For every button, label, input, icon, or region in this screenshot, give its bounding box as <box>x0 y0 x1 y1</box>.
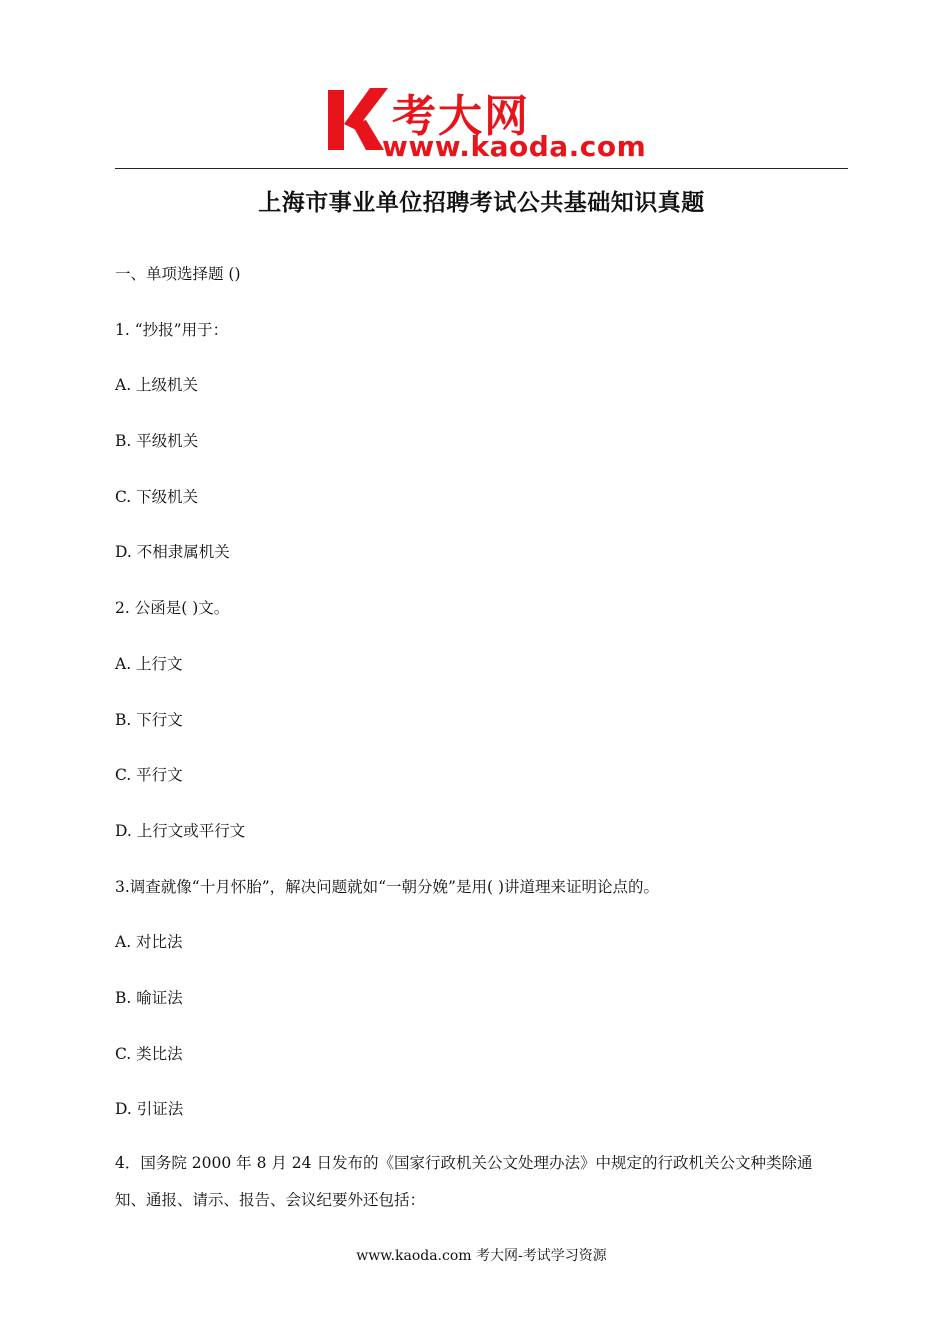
q3-option-d: D. 引证法 <box>115 1100 184 1119</box>
q1-option-a: A. 上级机关 <box>115 376 199 395</box>
q2-option-c: C. 平行文 <box>115 766 183 785</box>
header-rule <box>115 168 848 169</box>
question-2: 2. 公函是( )文。 <box>115 599 230 618</box>
document-body <box>115 260 848 1219</box>
question-3: 3.调查就像“十月怀胎”，解决问题就如“一朝分娩”是用( )讲道理来证明论点的。 <box>115 877 660 896</box>
section-heading: 一、单项选择题 () <box>115 265 241 283</box>
q1-option-c: C. 下级机关 <box>115 487 199 506</box>
kaoda-logo <box>322 84 652 164</box>
q1-option-d: D. 不相隶属机关 <box>115 543 230 562</box>
question-1: 1. “抄报”用于： <box>115 320 229 339</box>
q2-option-d: D. 上行文或平行文 <box>115 821 246 840</box>
q3-option-a: A. 对比法 <box>115 933 183 952</box>
q1-option-b: B. 平级机关 <box>115 432 199 451</box>
logo-k-icon <box>326 84 390 156</box>
question-4: 4．国务院 2000 年 8 月 24 日发布的《国家行政机关公文处理办法》中规定的行政机关公文种类除通知、通报、请示、报告、会议纪要外还包括： <box>115 1154 813 1209</box>
page-footer: www.kaoda.com 考大网-考试学习资源 <box>356 1248 607 1264</box>
q3-option-b: B. 喻证法 <box>115 988 183 1007</box>
document-title: 上海市事业单位招聘考试公共基础知识真题 <box>258 189 705 216</box>
q2-option-b: B. 下行文 <box>115 710 183 729</box>
logo-url: www.kaoda.com <box>382 130 647 163</box>
q2-option-a: A. 上行文 <box>115 654 183 673</box>
logo-chinese-name: 考大网 <box>392 91 530 142</box>
q3-option-c: C. 类比法 <box>115 1044 183 1063</box>
